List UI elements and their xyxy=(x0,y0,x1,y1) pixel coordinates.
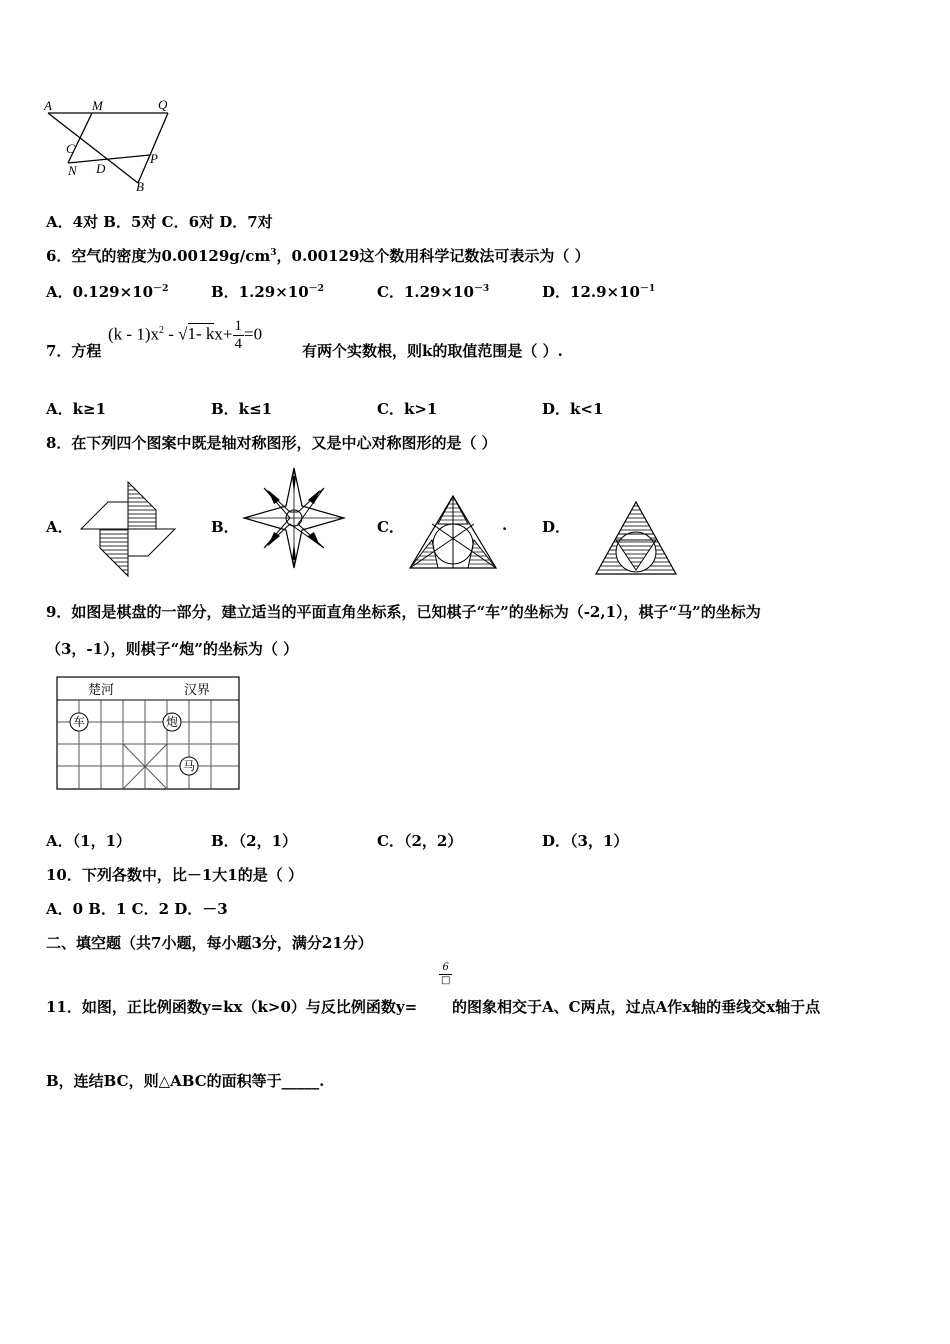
q7-option-a: A．k≥1 xyxy=(46,400,107,418)
chess-river-right: 汉界 xyxy=(184,683,211,698)
q11-frac-num: 6 xyxy=(442,962,449,973)
section2-heading: 二、填空题（共7小题，每小题3分，满分21分） xyxy=(46,934,373,952)
q9-option-b: B．（2，1） xyxy=(211,832,298,850)
q9-option-d: D．（3，1） xyxy=(542,832,629,850)
q7-suffix: 有两个实数根，则k的取值范围是（ ）. xyxy=(302,342,563,360)
q6-option-a-exp: －2 xyxy=(153,284,169,294)
q9-line1: 9．如图是棋盘的一部分，建立适当的平面直角坐标系，已知棋子“车”的坐标为（-2,1），棋子“马”的坐标为 xyxy=(46,603,761,621)
q7-eq-lhs: (k - 1)x xyxy=(108,324,159,344)
q8-figure-a-pinwheel xyxy=(78,480,178,578)
q7-eq-frac-num: 1 xyxy=(234,318,243,334)
q6-option-b xyxy=(211,281,324,302)
q7-eq-frac xyxy=(233,318,245,353)
q8-figure-d-triangle xyxy=(594,500,678,576)
label-B: B xyxy=(136,179,144,194)
q7-eq-sqrt-sign: √ xyxy=(178,324,188,344)
q7-equation xyxy=(108,318,262,353)
q8-dot: . xyxy=(502,516,508,534)
chess-piece-che: 车 xyxy=(73,715,86,729)
q9-chess-board xyxy=(56,676,240,790)
q6-option-c-base: C．1.29×10 xyxy=(377,283,474,301)
q10-options: A．0 B．1 C．2 D．－3 xyxy=(46,900,228,918)
q6-option-d xyxy=(542,281,655,302)
q6-stem-sup: 3 xyxy=(270,248,277,258)
q8-figure-c-triangle xyxy=(408,494,498,570)
label-M: M xyxy=(92,98,103,113)
q6-stem-prefix: 6．空气的密度为0.00129g/cm xyxy=(46,247,271,265)
q8-option-a-label: A． xyxy=(46,518,73,536)
q6-option-c-exp: －3 xyxy=(473,284,490,294)
q10-stem: 10．下列各数中，比－1大1的是（ ） xyxy=(46,866,303,884)
q8-figure-b-star xyxy=(240,466,348,570)
q6-option-b-exp: －2 xyxy=(308,284,324,294)
q11-frac-den: □ xyxy=(441,975,451,986)
chess-river-left: 楚河 xyxy=(88,683,115,698)
q11-line1-a: 11．如图，正比例函数y=kx（k>0）与反比例函数y= xyxy=(46,998,418,1016)
q8-option-d-label: D． xyxy=(542,518,571,536)
label-N: N xyxy=(68,163,77,178)
q9-line2: （3，-1），则棋子“炮”的坐标为（ ） xyxy=(46,640,299,658)
q7-eq-xplus: x+ xyxy=(214,324,233,344)
q6-option-d-exp: －1 xyxy=(639,284,656,294)
q6-stem-suffix: ，0.00129这个数用科学记数法可表示为（ ） xyxy=(276,247,590,265)
q8-option-c-label: C． xyxy=(377,518,404,536)
chess-piece-ma: 马 xyxy=(183,759,196,773)
q7-eq-root: 1- k xyxy=(187,324,215,344)
q7-eq-minus: - xyxy=(163,324,179,344)
q7-option-b: B．k≤1 xyxy=(211,400,273,418)
q7-prefix: 7．方程 xyxy=(46,342,102,360)
q6-option-d-base: D．12.9×10 xyxy=(542,283,640,301)
q11-line1-b: 的图象相交于A、C两点，过点A作x轴的垂线交x轴于点 xyxy=(452,998,821,1016)
q6-option-b-base: B．1.29×10 xyxy=(211,283,309,301)
label-P: P xyxy=(150,151,158,166)
q6-option-a-base: A．0.129×10 xyxy=(46,283,154,301)
q7-eq-rhs: =0 xyxy=(244,324,263,344)
q8-stem: 8．在下列四个图案中既是轴对称图形，又是中心对称图形的是（ ） xyxy=(46,434,497,452)
q11-line2: B，连结BC，则△ABC的面积等于_____. xyxy=(46,1072,325,1090)
q7-eq-frac-den: 4 xyxy=(234,336,243,352)
chess-piece-pao: 炮 xyxy=(166,715,179,729)
q7-option-d: D．k<1 xyxy=(542,400,604,418)
q6-stem xyxy=(46,245,590,266)
label-Q: Q xyxy=(158,97,168,112)
q9-option-c: C．（2，2） xyxy=(377,832,463,850)
label-A: A xyxy=(44,98,52,113)
q8-option-b-label: B． xyxy=(211,518,239,536)
q7-option-c: C．k>1 xyxy=(377,400,438,418)
q6-option-c xyxy=(377,281,489,302)
q9-option-a: A．（1，1） xyxy=(46,832,132,850)
q5-options: A．4对 B．5对 C．6对 D．7对 xyxy=(46,213,273,231)
label-D: D xyxy=(96,161,106,176)
label-C: C xyxy=(66,141,75,156)
q7-eq-exp: 2 xyxy=(158,324,164,336)
q11-frac xyxy=(439,962,452,987)
q6-option-a xyxy=(46,281,168,302)
